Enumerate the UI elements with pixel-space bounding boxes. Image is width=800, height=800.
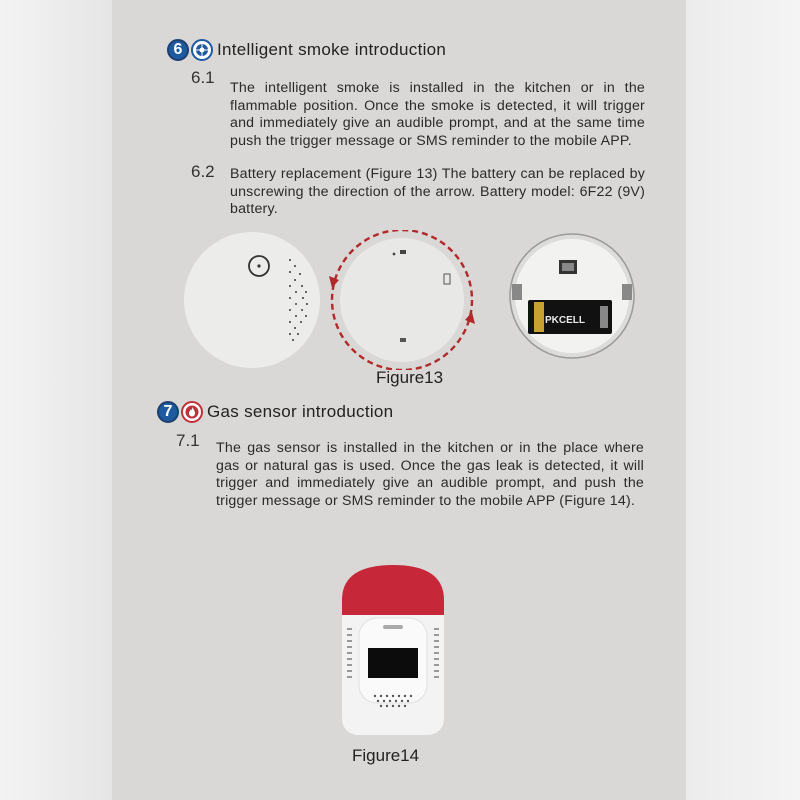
gas-sensor-illustration	[337, 560, 452, 740]
section-7-header	[157, 401, 393, 423]
section-6-header	[167, 39, 446, 61]
figure-caption: Figure14	[352, 746, 420, 765]
battery-label: PKCELL	[545, 315, 585, 326]
section-title: Gas sensor introduction	[207, 402, 394, 421]
section-number-badge: 7	[157, 401, 179, 423]
item-text: Battery replacement (Figure 13) The battery can be replaced by unscrewing the direction of the arrow. Battery model: 6F22 (9V) battery.	[230, 166, 645, 218]
item-number: 7.1	[176, 431, 200, 450]
section-title: Intelligent smoke introduction	[217, 40, 447, 59]
display-screen	[368, 648, 418, 678]
smoke-detector-battery-view	[510, 234, 634, 358]
item-text: The intelligent smoke is installed in the kitchen or in the flammable position. Once the smoke is detected, it will trigger and immediately give an audible prompt, and at the same time push the trigger message or SMS reminder to the mobile APP.	[230, 80, 645, 149]
background-right	[686, 0, 800, 800]
section-number-badge: 6	[167, 39, 189, 61]
item-number: 6.1	[191, 68, 215, 87]
figure-13-illustration	[182, 230, 642, 370]
smoke-sensor-icon	[191, 39, 213, 61]
background-left	[0, 0, 112, 800]
manual-page	[112, 0, 686, 800]
smoke-detector-back	[329, 230, 475, 370]
figure-caption: Figure13	[376, 368, 444, 387]
item-text: The gas sensor is installed in the kitchen or in the place where gas or natural gas is used. Once the gas leak is detected, it will trigger and immediately give an audible prompt, and push the trigger message or SMS reminder to the mobile APP (Figure 14).	[216, 440, 644, 509]
flame-icon	[181, 401, 203, 423]
item-number: 6.2	[191, 162, 215, 181]
smoke-detector-front	[184, 232, 320, 368]
